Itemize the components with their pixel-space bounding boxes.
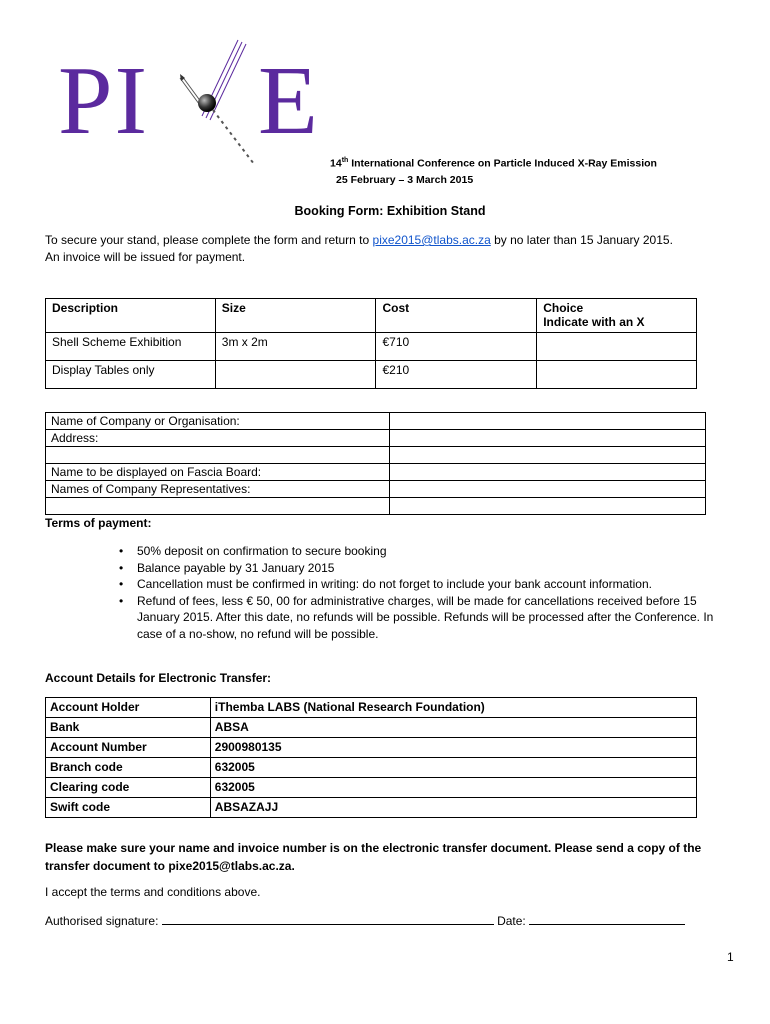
cell-cost: €710: [376, 333, 537, 361]
col-header-choice: [537, 299, 697, 333]
table-row: [46, 361, 697, 389]
intro-invoice-note: An invoice will be issued for payment.: [45, 250, 246, 264]
account-table: [45, 697, 697, 818]
table-row: [46, 464, 706, 481]
list-item: [119, 560, 731, 577]
conference-name: International Conference on Particle Induced X-Ray Emission: [348, 157, 657, 170]
table-row: [46, 413, 706, 430]
account-label: Account Number: [46, 738, 211, 758]
account-value: 2900980135: [210, 738, 696, 758]
representatives-label-continued: [46, 498, 390, 515]
logo-text-right: E: [258, 47, 320, 155]
intro-part2: by no later than 15 January 2015.: [490, 233, 673, 247]
account-value: ABSAZAJJ: [210, 798, 696, 818]
bullet-icon: •: [119, 593, 124, 608]
address-input-continued[interactable]: [389, 447, 705, 464]
term-text: Cancellation must be confirmed in writing: do not forget to include your bank account information.: [137, 577, 652, 591]
conference-dates: 25 February – 3 March 2015: [336, 174, 474, 186]
choice-label: Choice: [543, 301, 584, 315]
address-label: Address:: [46, 430, 390, 447]
account-value: 632005: [210, 758, 696, 778]
cell-description: Display Tables only: [46, 361, 216, 389]
signature-label: Authorised signature:: [45, 914, 162, 928]
table-row: [46, 498, 706, 515]
table-row: [46, 738, 697, 758]
account-heading: Account Details for Electronic Transfer:: [45, 671, 272, 685]
col-header-cost: Cost: [376, 299, 537, 333]
conference-edition-suffix: th: [341, 157, 349, 164]
representatives-label: Names of Company Representatives:: [46, 481, 390, 498]
company-table: [45, 412, 706, 515]
signature-row: [45, 913, 685, 928]
fascia-name-label: Name to be displayed on Fascia Board:: [46, 464, 390, 481]
account-label: Branch code: [46, 758, 211, 778]
logo-particle-graphic: [176, 38, 276, 168]
address-input[interactable]: [389, 430, 705, 447]
intro-part1: To secure your stand, please complete the form and return to: [45, 233, 373, 247]
intro-text: [45, 232, 745, 266]
conference-edition: 14: [330, 157, 342, 170]
choice-instruction: Indicate with an X: [543, 315, 645, 329]
company-name-label: Name of Company or Organisation:: [46, 413, 390, 430]
cell-description: Shell Scheme Exhibition: [46, 333, 216, 361]
term-text: Refund of fees, less € 50, 00 for administrative charges, will be made for cancellations received before 15 January 2015. After this date, no refunds will be possible. Refunds will be processed after the Conference. In case of a no-show, no refund will be possible.: [137, 593, 714, 641]
account-value: 632005: [210, 778, 696, 798]
date-field[interactable]: [529, 913, 685, 925]
table-row: [46, 430, 706, 447]
table-row: [46, 798, 697, 818]
representatives-input-continued[interactable]: [389, 498, 705, 515]
transfer-notice: Please make sure your name and invoice number is on the electronic transfer document. Please send a copy of the transfer document to pixe2015@tlabs.ac.za.: [45, 841, 702, 873]
term-text: 50% deposit on confirmation to secure booking: [137, 544, 387, 558]
col-header-description: Description: [46, 299, 216, 333]
cell-cost: €210: [376, 361, 537, 389]
form-title: Booking Form: Exhibition Stand: [294, 204, 486, 218]
address-label-continued: [46, 447, 390, 464]
email-link[interactable]: pixe2015@tlabs.ac.za: [372, 233, 491, 247]
accept-terms-text: I accept the terms and conditions above.: [45, 885, 261, 899]
cell-choice-input[interactable]: [537, 333, 697, 361]
account-value: ABSA: [210, 718, 696, 738]
cell-size: 3m x 2m: [215, 333, 376, 361]
account-label: Bank: [46, 718, 211, 738]
account-value: iThemba LABS (National Research Foundation): [210, 698, 696, 718]
stand-table-header-row: [46, 299, 697, 333]
logo-text-left: PI: [58, 47, 150, 155]
table-row: [46, 333, 697, 361]
list-item: [119, 593, 731, 643]
term-text: Balance payable by 31 January 2015: [137, 560, 335, 575]
date-label: Date:: [493, 914, 530, 928]
table-row: [46, 481, 706, 498]
col-header-size: Size: [215, 299, 376, 333]
company-name-input[interactable]: [389, 413, 705, 430]
list-item: [119, 543, 731, 560]
table-row: [46, 447, 706, 464]
stand-table: [45, 298, 697, 389]
bullet-icon: •: [119, 577, 124, 591]
table-row: [46, 698, 697, 718]
list-item: [119, 576, 731, 593]
pixe-logo: [58, 47, 328, 162]
cell-size: [215, 361, 376, 389]
terms-heading: Terms of payment:: [45, 516, 152, 530]
representatives-input[interactable]: [389, 481, 705, 498]
bullet-icon: •: [119, 560, 124, 575]
conference-title: [330, 157, 657, 170]
bullet-icon: •: [119, 544, 124, 558]
table-row: [46, 778, 697, 798]
table-row: [46, 758, 697, 778]
signature-field[interactable]: [162, 913, 494, 925]
cell-choice-input[interactable]: [537, 361, 697, 389]
account-label: Clearing code: [46, 778, 211, 798]
terms-list: [119, 543, 731, 642]
account-label: Account Holder: [46, 698, 211, 718]
account-label: Swift code: [46, 798, 211, 818]
fascia-name-input[interactable]: [389, 464, 705, 481]
page-number: 1: [727, 950, 734, 964]
table-row: [46, 718, 697, 738]
